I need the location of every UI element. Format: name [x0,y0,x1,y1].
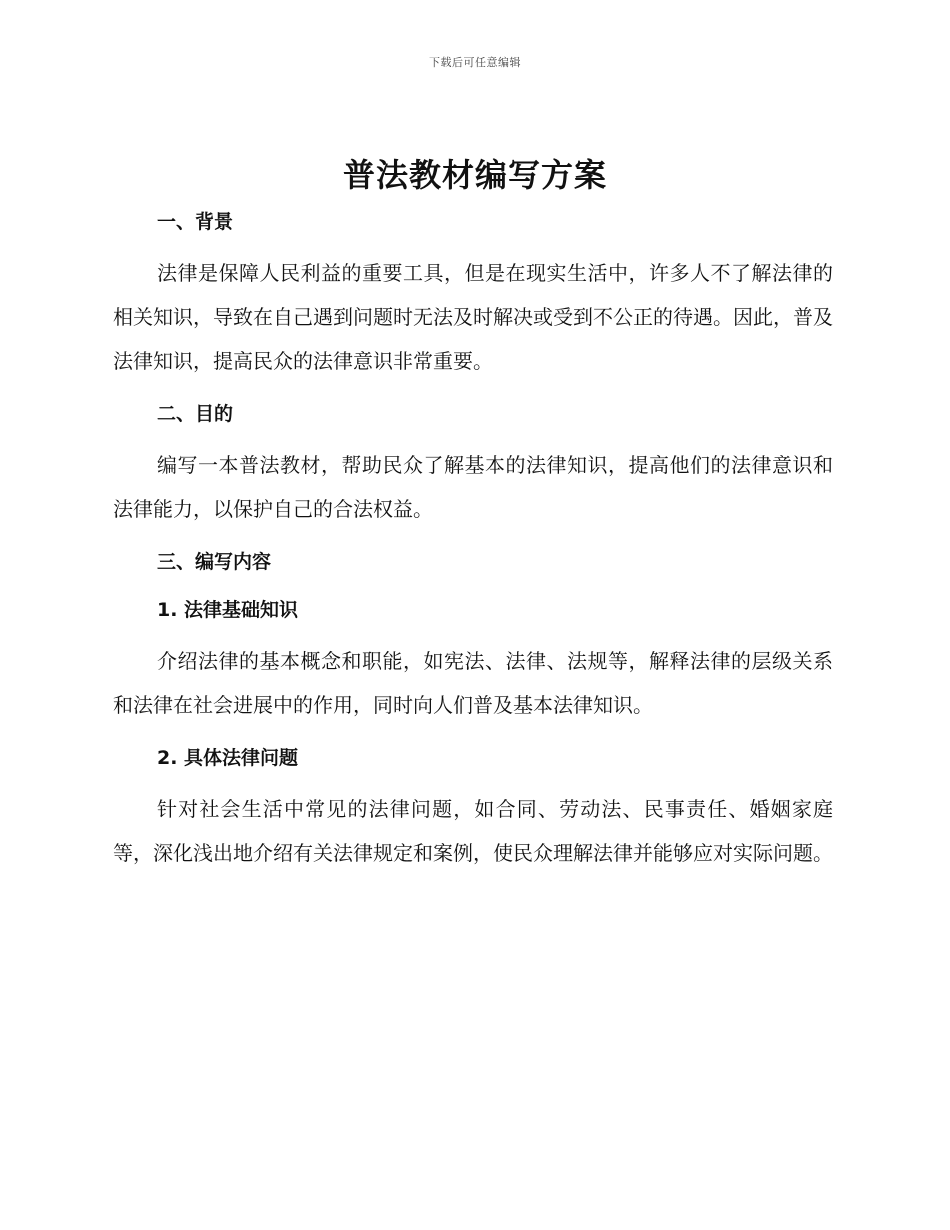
section-heading-content: 三、编写内容 [157,551,272,573]
subsection-heading-legal-basics: 1. 法律基础知识 [157,599,299,621]
subsection-heading-specific-issues: 2. 具体法律问题 [157,747,299,769]
section-heading-purpose: 二、目的 [157,403,234,425]
section-body-purpose: 编写一本普法教材，帮助民众了解基本的法律知识，提高他们的法律意识和法律能力，以保护自己的合法权益。 [113,453,833,521]
header-note: 下载后可任意编辑 [429,56,521,69]
section-body-background: 法律是保障人民利益的重要工具，但是在现实生活中，许多人不了解法律的相关知识，导致在自己遇到问题时无法及时解决或受到不公正的待遇。因此，普及法律知识，提高民众的法律意识非常重要。 [113,261,833,373]
document-title: 普法教材编写方案 [342,156,607,194]
subsection-body-specific-issues: 针对社会生活中常见的法律问题，如合同、劳动法、民事责任、婚姻家庭等，深化浅出地介绍有关法律规定和案例，使民众理解法律并能够应对实际问题。 [113,797,833,865]
section-heading-background: 一、背景 [157,211,234,233]
document-body [113,205,833,875]
subsection-body-legal-basics: 介绍法律的基本概念和职能，如宪法、法律、法规等，解释法律的层级关系和法律在社会进展中的作用，同时向人们普及基本法律知识。 [113,649,833,717]
